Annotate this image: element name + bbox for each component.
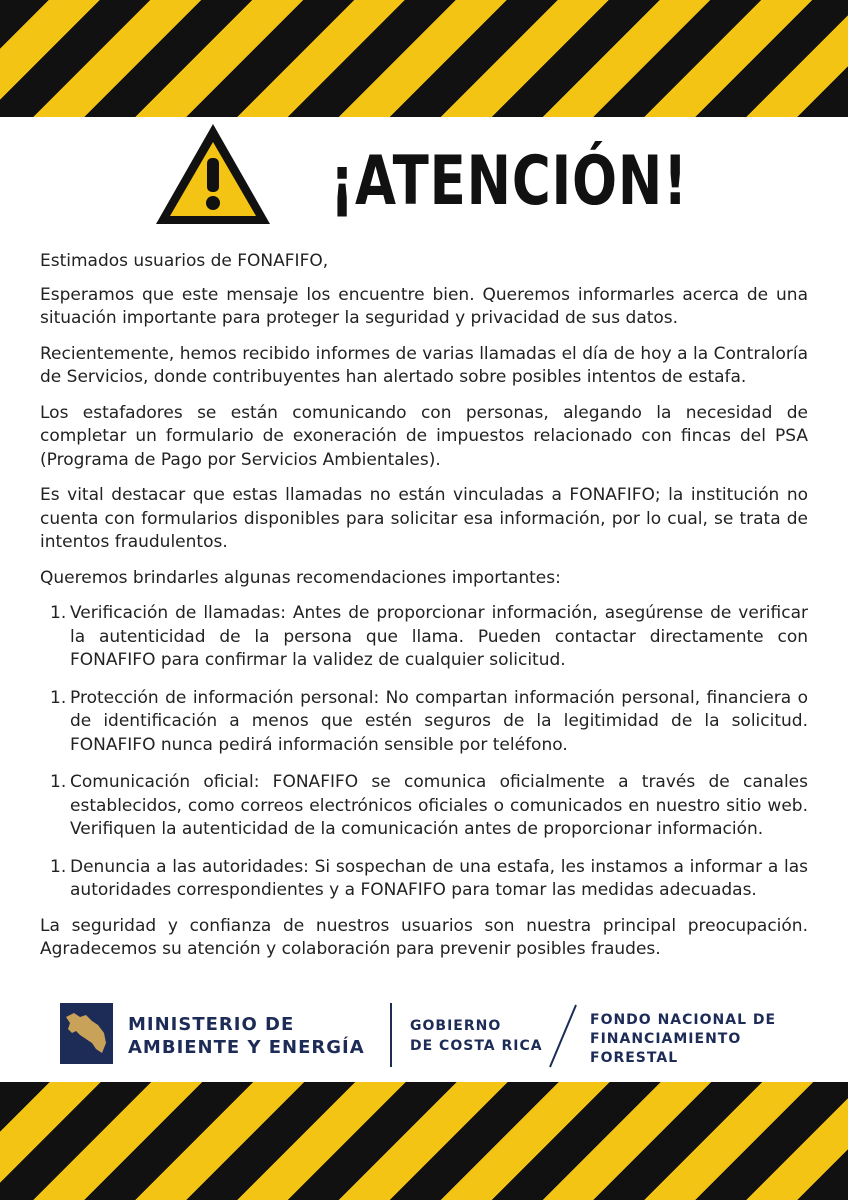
ministry-line-2: AMBIENTE Y ENERGÍA (128, 1037, 365, 1058)
ministry-logo-text (128, 1013, 365, 1059)
top-hazard-stripes (0, 0, 848, 117)
ministry-line-1: MINISTERIO DE (128, 1014, 295, 1035)
fonafifo-logo-text (590, 1011, 776, 1068)
recommendations-intro: Queremos brindarles algunas recomendaciones importantes: (40, 567, 561, 588)
gobierno-line-2: DE COSTA RICA (410, 1038, 543, 1054)
list-item (40, 771, 808, 842)
list-item-text: Denuncia a las autoridades: Si sospechan de una estafa, les instamos a informar a las autoridades correspondientes y a FONAFIFO para tomar las medidas adecuadas. (70, 856, 808, 900)
paragraph-reports: Recientemente, hemos recibido informes de varias llamadas el día de hoy a la Contraloría de Servicios, donde contribuyentes han alertado sobre posibles intentos de estafa. (40, 343, 808, 387)
notice-body (40, 250, 808, 974)
fondo-line-2: FINANCIAMIENTO (590, 1031, 742, 1047)
list-item-number: 1. (50, 687, 67, 708)
list-item-number: 1. (50, 856, 67, 877)
government-logo-text (410, 1016, 543, 1056)
list-item-text: Verificación de llamadas: Antes de proporcionar información, asegúrense de verificar la autenticidad de la persona que llama. Pueden contactar directamente con FONAFIFO para confirmar la validez de cualquier solicitud. (70, 603, 808, 670)
list-item (40, 687, 808, 758)
list-item (40, 856, 808, 903)
warning-triangle-icon (152, 120, 274, 228)
fondo-line-3: FORESTAL (590, 1050, 679, 1066)
costa-rica-map-icon (60, 1003, 113, 1064)
page-title: ¡ATENCIÓN! (330, 142, 689, 221)
bottom-hazard-stripes (0, 1082, 848, 1200)
fondo-line-1: FONDO NACIONAL DE (590, 1012, 777, 1028)
list-item-text: Comunicación oficial: FONAFIFO se comunica oficialmente a través de canales establecidos, como correos electrónicos oficiales o comunicados en nuestro sitio web. Verifiquen la autenticidad de la comunicación antes de proporcionar información. (70, 772, 808, 839)
list-item-number: 1. (50, 603, 67, 623)
footer-divider (390, 1003, 392, 1067)
greeting: Estimados usuarios de FONAFIFO, (40, 251, 329, 271)
list-item (40, 602, 808, 673)
closing-paragraph: La seguridad y confianza de nuestros usuarios son nuestra principal preocupación. Agradecemos su atención y colaboración para prevenir posibles fraudes. (40, 915, 808, 959)
list-item-number: 1. (50, 772, 67, 792)
footer-slash-divider (548, 1003, 578, 1069)
recommendations-list (40, 602, 808, 903)
paragraph-not-linked: Es vital destacar que estas llamadas no están vinculadas a FONAFIFO; la institución no cuenta con formularios disponibles para solicitar esa información, por lo cual, se trata de intentos fraudulentos. (40, 485, 808, 552)
paragraph-scammers: Los estafadores se están comunicando con personas, alegando la necesidad de completar un formulario de exoneración de impuestos relacionado con fincas del PSA (Programa de Pago por Servicios Ambientales). (40, 402, 808, 470)
paragraph-intro: Esperamos que este mensaje los encuentre bien. Queremos informarles acerca de una situación importante para proteger la seguridad y privacidad de sus datos. (40, 284, 808, 328)
gobierno-line-1: GOBIERNO (410, 1018, 502, 1034)
list-item-text: Protección de información personal: No compartan información personal, financiera o de identificación a menos que estén seguros de la legitimidad de la solicitud. FONAFIFO nunca pedirá información sensible por teléfono. (70, 687, 808, 755)
